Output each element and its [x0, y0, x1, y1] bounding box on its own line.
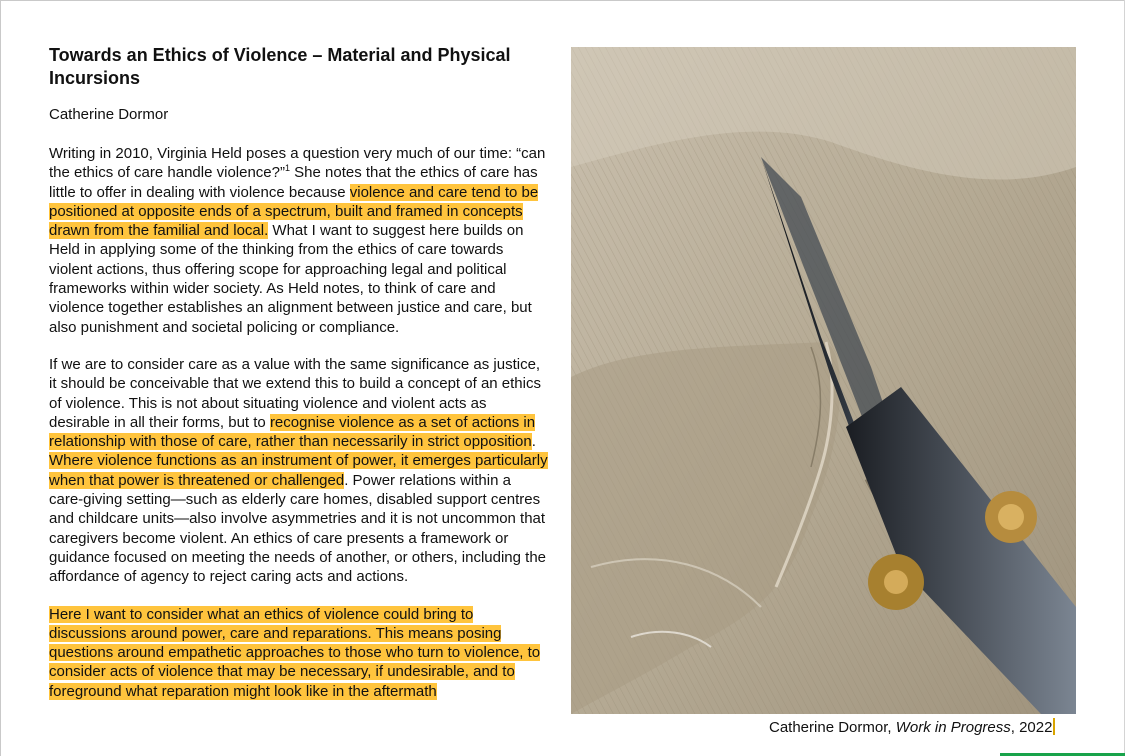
footnote-marker[interactable]: 1 [284, 163, 290, 174]
figure-photo-scissors-cutting-fabric [571, 47, 1076, 714]
p1-text-b: She notes that the ethics of care has little to offer in dealing with violence because [49, 164, 538, 201]
p3-highlight-2[interactable]: his means posing questions around empathetic approaches to those who turn to violence, to consider acts of violence that may be necessary, if undesirable, and to foreground what reparation might look like in the aftermath [49, 624, 541, 700]
p1-highlight-1[interactable]: violence and care tend to be positioned at opposite ends of a spectrum, built and framed in concepts drawn from the familial and local. [49, 183, 539, 240]
p2-highlight-1[interactable]: recognise violence as a set of actions in relationship with those of care, rather than necessarily in strict opposition [49, 413, 536, 451]
page-edge-top [0, 0, 1125, 1]
p2-text-b: . [531, 433, 536, 451]
figure-caption [769, 718, 1055, 737]
paragraph-3 [49, 605, 549, 701]
p2-highlight-2[interactable]: Where violence functions as an instrument of power, it emerges particularly when that power is threatened or challenged [49, 452, 548, 489]
article-author: Catherine Dormor [49, 106, 169, 123]
article-text-column [49, 44, 549, 719]
caption-author: Catherine Dormor, [769, 719, 896, 736]
article-title: Towards an Ethics of Violence – Material and Physical Incursions [49, 45, 511, 88]
caption-year: , 2022 [1010, 719, 1053, 736]
p1-text-c: What I want to suggest here builds on Held in applying some of the thinking from the ethics of care towards violent actions, thus offering scope for approaching legal and political frameworks within wider society. As Held notes, to think of care and violence together establishes an alignment between justice and care, but also punishment and societal policing or compliance. [49, 222, 532, 336]
p3-highlight-1[interactable]: Here I want to consider what an ethics of violence could bring to discussions around power, care and reparations. T [49, 605, 474, 642]
p2-text-a: If we are to consider care as a value with the same significance as justice, it should be conceivable that we extend this to build a concept of an ethics of violence. This is not about situating violence and violent acts as desirable in all their forms, but to [49, 355, 541, 431]
p2-text-c: . Power relations within a care-giving setting—such as elderly care homes, disabled support centres and childcare units—also involve asymmetries and it is not uncommon that caregivers become violent. An ethics of care presents a framework or guidance focused on meeting the needs of another, or others, including the affordance of agency to reject caring acts and actions. [49, 471, 547, 586]
caption-title: Work in Progress [895, 719, 1011, 736]
p1-text-a: Writing in 2010, Virginia Held poses a question very much of our time: “can the ethics of care handle violence?” [49, 145, 546, 182]
page-edge-left [0, 0, 1, 756]
text-cursor [1053, 718, 1055, 735]
paragraph-1 [49, 144, 549, 337]
paragraph-2 [49, 355, 549, 587]
